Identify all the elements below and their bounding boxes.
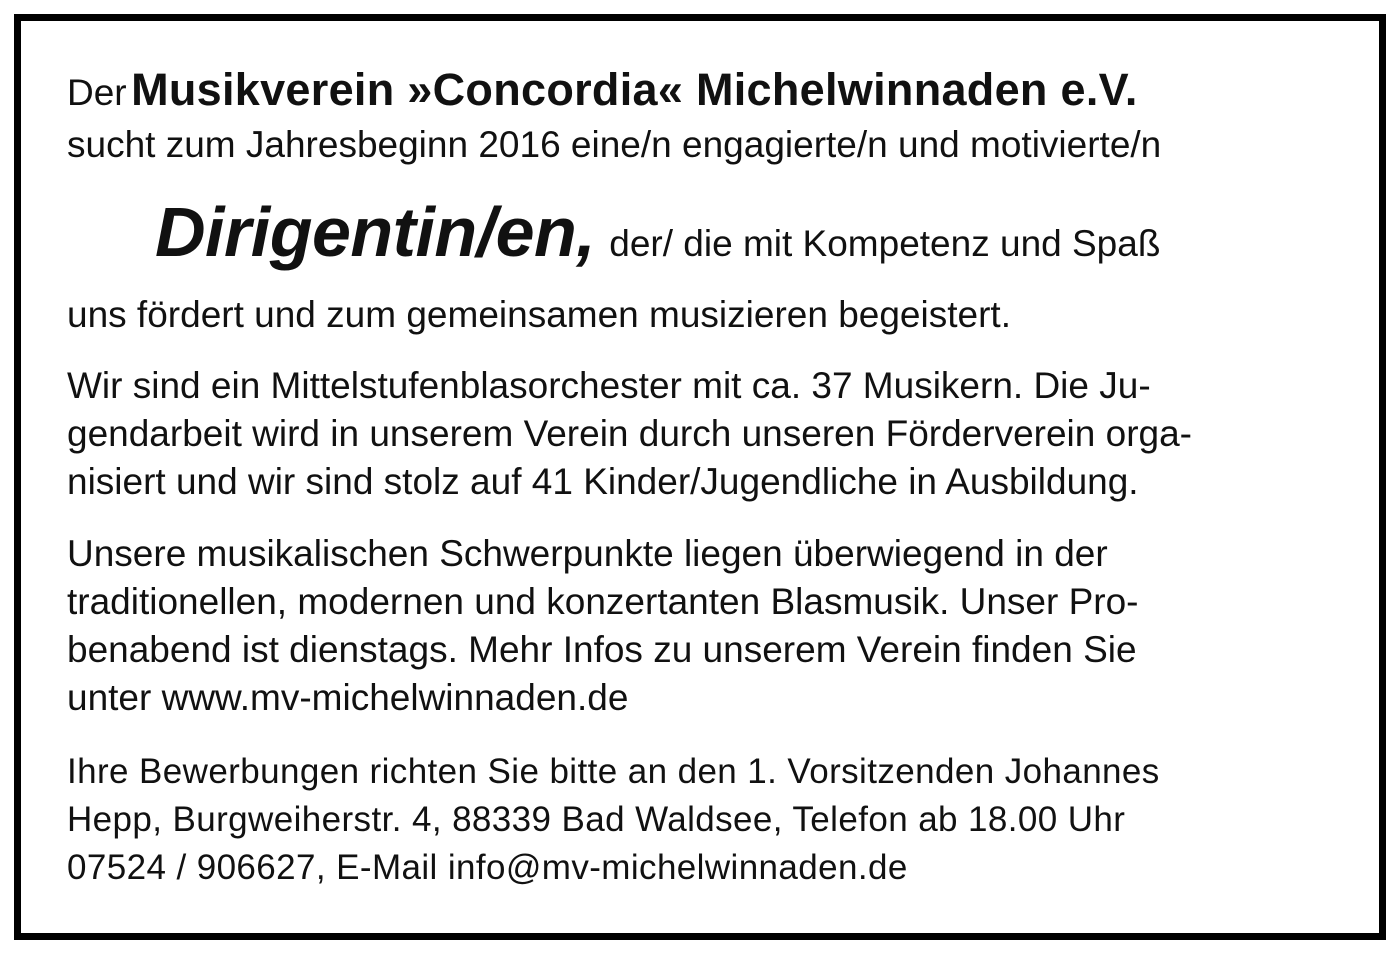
position-title: Dirigentin/en, [155, 193, 596, 271]
focus-line-2: traditionellen, modernen und konzertanten Blasmusik. Unser Pro- [67, 581, 1139, 622]
headline-prefix: Der [67, 72, 127, 113]
contact-line-2: Hepp, Burgweiherstr. 4, 88339 Bad Waldsee, Telefon ab 18.00 Uhr [67, 800, 1126, 839]
contact-line-3: 07524 / 906627, E-Mail info@mv-michelwinnaden.de [67, 848, 908, 887]
focus-line-1: Unsere musikalischen Schwerpunkte liegen überwiegend in der [67, 533, 1108, 574]
position-continuation: der/ die mit Kompetenz und Spaß [609, 223, 1161, 264]
about-line-2: gendarbeit wird in unserem Verein durch unseren Förderverein orga- [67, 413, 1192, 454]
position-line-2: uns fördert und zum gemeinsamen musizieren begeistert. [67, 294, 1011, 335]
organization-name: Musikverein »Concordia« Michelwinnaden e.V. [131, 64, 1138, 115]
ad-frame [14, 14, 1386, 940]
contact-line-1: Ihre Bewerbungen richten Sie bitte an den 1. Vorsitzenden Johannes [67, 752, 1160, 791]
focus-line-3: benabend ist dienstags. Mehr Infos zu unserem Verein finden Sie [67, 629, 1137, 670]
intro-line: sucht zum Jahresbeginn 2016 eine/n engagierte/n und motivierte/n [67, 124, 1162, 165]
about-line-1: Wir sind ein Mittelstufenblasorchester mit ca. 37 Musikern. Die Ju- [67, 365, 1151, 406]
about-line-3: nisiert und wir sind stolz auf 41 Kinder/Jugendliche in Ausbildung. [67, 461, 1139, 502]
focus-line-4: unter www.mv-michelwinnaden.de [67, 677, 629, 718]
headline [67, 64, 1138, 115]
position-line [155, 193, 1161, 271]
